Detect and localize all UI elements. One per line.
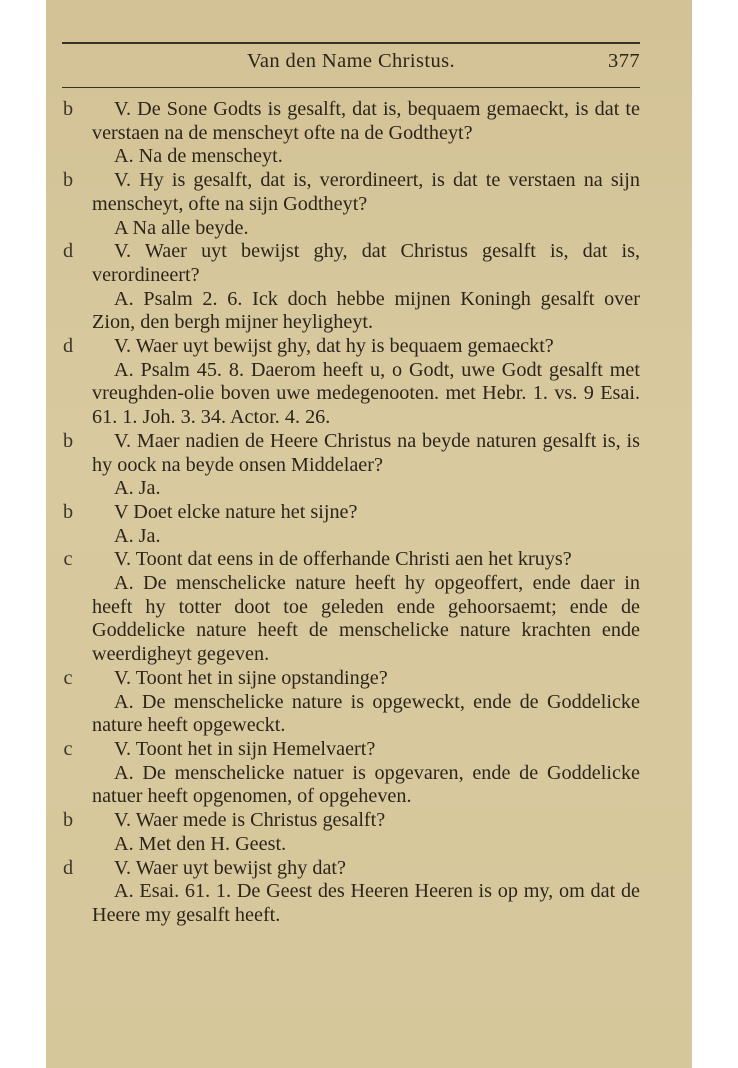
answer-entry [92,880,640,927]
question-entry [62,169,640,216]
question-entry [63,548,640,572]
running-title: Van den Name Christus. [246,50,456,72]
margin-marker: c [63,548,73,571]
question-text: V. Toont dat eens in de offerhande Christi aen het kruys? [114,548,572,571]
answer-entry [92,288,640,335]
answer-entry [92,525,640,549]
question-entry [63,666,640,691]
running-header [62,50,640,80]
answer-text: A. Psalm 45. 8. Daerom heeft u, o Godt, uwe Godt gesalft met vreughden-olie boven uwe medegenooten. met Hebr. 1. vs. 9 Esai. 61. 1. Joh. 3. 34. Actor. 4. 26. [92,358,640,429]
answer-entry [92,691,640,738]
page-number: 377 [608,50,640,72]
answer-entry [92,359,640,430]
question-entry [62,809,640,833]
question-entry [62,856,640,881]
answer-text: A. De menschelicke nature heeft hy opgeoffert, ende daer in heeft hy totter doot toe geleden ende gehoorsaemt; ende de Goddelicke nature heeft de menschelicke nature krachten ende weerdigheyt gegeven. [92,572,640,666]
question-text: V. Waer mede is Christus gesalft? [114,809,386,832]
question-text: V. Maer nadien de Heere Christus na beyde naturen gesalft is, is hy oock na beyde onsen Middelaer? [92,429,640,476]
answer-entry [92,762,640,809]
margin-marker: c [63,666,73,689]
margin-marker: b [62,429,74,452]
answer-entry [92,217,640,241]
question-text: V. Waer uyt bewijst ghy, dat hy is bequaem gemaeckt? [114,335,554,358]
question-text: V. Hy is gesalft, dat is, verordineert, is dat te verstaen na sijn menscheyt, ofte na sijn Godtheyt? [92,169,640,215]
answer-text: A. Ja. [114,524,161,547]
margin-marker: b [62,169,74,192]
question-text: V. Waer uyt bewijst ghy dat? [114,856,346,879]
margin-marker: b [62,809,74,832]
margin-marker: b [62,98,74,120]
question-text: V Doet elcke nature het sijne? [114,500,358,523]
question-text: V. De Sone Godts is gesalft, dat is, bequaem gemaeckt, is dat te verstaen na de menscheyt ofte na de Godtheyt? [92,98,640,144]
header-rule-bottom [62,87,640,88]
margin-marker: d [62,335,74,358]
book-page [46,0,692,1068]
margin-marker: b [62,500,74,523]
margin-marker: d [62,856,74,879]
header-rule-top [62,42,640,44]
question-entry [62,429,640,477]
question-entry [62,98,640,145]
question-text: V. Waer uyt bewijst ghy, dat Christus gesalft is, dat is, verordineert? [92,240,640,286]
question-entry [62,240,640,287]
answer-entry [92,477,640,501]
question-entry [62,500,640,525]
question-text: V. Toont het in sijn Hemelvaert? [114,737,376,760]
margin-marker: d [62,240,74,263]
answer-text: A. Psalm 2. 6. Ick doch hebbe mijnen Koningh gesalft over Zion, den bergh mijner heyligheyt. [92,287,640,334]
question-text: V. Toont het in sijne opstandinge? [114,666,388,689]
question-entry [63,737,640,762]
answer-text: A. Na de menscheyt. [114,145,283,168]
answer-text: A. De menschelicke natuer is opgevaren, ende de Goddelicke natuer heeft opgenomen, of opgeheven. [92,761,640,808]
margin-marker: c [63,737,73,760]
answer-entry [92,833,640,857]
answer-text: A. Ja. [114,477,161,500]
answer-text: A. Esai. 61. 1. De Geest des Heeren Heeren is op my, om dat de Heere my gesalft heeft. [92,880,640,926]
answer-text: A Na alle beyde. [114,216,249,239]
answer-text: A. Met den H. Geest. [114,832,287,855]
question-entry [62,335,640,359]
answer-entry [92,572,640,667]
catechism-body [62,98,640,928]
answer-entry [92,145,640,169]
answer-text: A. De menschelicke nature is opgeweckt, ende de Goddelicke nature heeft opgeweckt. [92,690,640,737]
